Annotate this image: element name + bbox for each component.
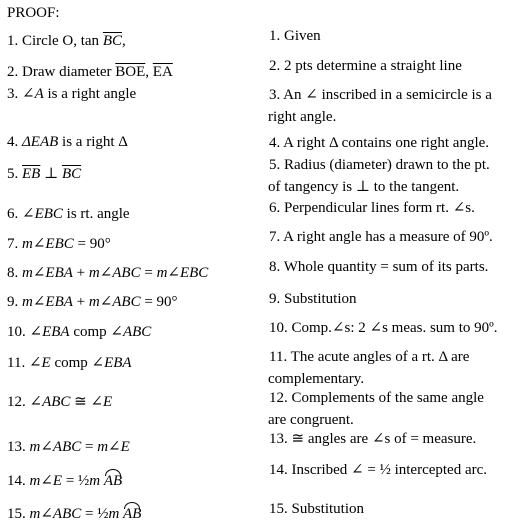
statement-text: ΔEAB xyxy=(22,134,59,150)
statement-text: is rt. angle xyxy=(62,206,130,222)
segment-notation: $\overline{EB}$ xyxy=(22,166,41,182)
statement-number: 15. xyxy=(7,506,26,522)
statement-number: 7. xyxy=(7,236,19,252)
statement-text: m∠ABC xyxy=(88,294,141,310)
statement-text: + xyxy=(72,294,89,310)
statement-1 xyxy=(7,32,126,50)
proof-heading: PROOF: xyxy=(7,5,60,21)
statement-text: , xyxy=(145,64,153,80)
reason-3-line-2: right angle. xyxy=(268,109,337,125)
statement-2 xyxy=(7,63,173,81)
statement-text: = xyxy=(81,439,98,455)
statement-text: m∠E xyxy=(29,473,63,489)
statement-text: ⊥ xyxy=(40,166,62,182)
statement-text: = ½ xyxy=(81,506,109,522)
statement-text: m∠ABC xyxy=(29,506,82,522)
statement-10 xyxy=(7,323,151,341)
statement-7 xyxy=(7,235,111,253)
reason-6: 6. Perpendicular lines form rt. ∠s. xyxy=(269,200,475,216)
arc-notation: AB xyxy=(123,506,142,522)
reason-11-line-2: complementary. xyxy=(268,371,365,387)
reason-13: 13. ≅ angles are ∠s of = measure. xyxy=(269,431,477,447)
statement-3 xyxy=(7,85,136,103)
reason-11: 11. The acute angles of a rt. Δ are xyxy=(269,349,470,365)
statement-text: m xyxy=(108,506,124,522)
statement-text: m∠EBC xyxy=(156,265,209,281)
statement-text: m∠ABC xyxy=(88,265,141,281)
reason-15: 15. Substitution xyxy=(269,501,365,517)
reason-4: 4. A right Δ contains one right angle. xyxy=(269,135,490,151)
statement-text: ∠EBA xyxy=(91,355,132,371)
statement-text: is a right Δ xyxy=(58,134,128,150)
statement-number: 13. xyxy=(7,439,26,455)
statement-5 xyxy=(7,165,81,183)
statement-text: = ½ xyxy=(62,473,90,489)
statement-text: = 90° xyxy=(140,294,178,310)
reason-5-line-2: of tangency is ⊥ to the tangent. xyxy=(268,179,460,195)
statement-13 xyxy=(7,438,130,456)
statement-11 xyxy=(7,354,132,372)
statement-8 xyxy=(7,264,208,282)
statement-number: 10. xyxy=(7,324,26,340)
reason-9: 9. Substitution xyxy=(269,291,357,307)
arc-notation: AB xyxy=(103,473,123,489)
statement-text: , xyxy=(121,33,126,49)
statement-number: 3. xyxy=(7,86,19,102)
reason-1: 1. Given xyxy=(269,28,321,44)
statement-text: ∠E xyxy=(28,355,51,371)
statement-12 xyxy=(7,393,112,411)
statement-text: = 90° xyxy=(73,236,111,252)
segment-notation: $\overline{BC}$ xyxy=(102,33,122,49)
reason-10: 10. Comp.∠s: 2 ∠s meas. sum to 90º. xyxy=(269,320,498,336)
statement-text: ∠E xyxy=(90,394,113,410)
statement-text: m∠ABC xyxy=(29,439,82,455)
statement-15 xyxy=(7,505,141,523)
statement-text: m∠E xyxy=(97,439,130,455)
statement-4 xyxy=(7,133,128,151)
statement-number: 6. xyxy=(7,206,19,222)
statement-9 xyxy=(7,293,178,311)
statement-text: = xyxy=(140,265,157,281)
statement-text: ≅ xyxy=(70,394,91,410)
statement-6 xyxy=(7,205,130,223)
statement-number: 5. xyxy=(7,166,19,182)
segment-notation: $\overline{EA}$ xyxy=(152,64,173,80)
reason-3: 3. An ∠ inscribed in a semicircle is a xyxy=(269,87,492,103)
reason-8: 8. Whole quantity = sum of its parts. xyxy=(269,259,489,275)
statement-text: Circle O, tan xyxy=(22,33,103,49)
statement-text: comp xyxy=(69,324,111,340)
reason-5: 5. Radius (diameter) drawn to the pt. xyxy=(269,157,490,173)
statement-number: 8. xyxy=(7,265,19,281)
reason-12: 12. Complements of the same angle xyxy=(269,390,484,406)
reason-7: 7. A right angle has a measure of 90º. xyxy=(269,229,493,245)
statement-number: 1. xyxy=(7,33,19,49)
segment-notation: $\overline{BC}$ xyxy=(61,166,82,182)
statement-text: ∠A xyxy=(22,86,44,102)
statement-text: Draw diameter xyxy=(22,64,116,80)
statement-text: + xyxy=(72,265,89,281)
statement-text: ∠EBA xyxy=(29,324,70,340)
statement-text: ∠EBC xyxy=(22,206,63,222)
reason-2: 2. 2 pts determine a straight line xyxy=(269,58,462,74)
statement-number: 4. xyxy=(7,134,19,150)
statement-number: 12. xyxy=(7,394,26,410)
statement-text: m∠EBA xyxy=(22,265,73,281)
reason-14: 14. Inscribed ∠ = ½ intercepted arc. xyxy=(269,462,488,478)
statement-text: m∠EBA xyxy=(22,294,73,310)
statement-text: ∠ABC xyxy=(110,324,152,340)
reason-12-line-2: are congruent. xyxy=(268,412,354,428)
statement-number: 2. xyxy=(7,64,19,80)
statement-text: m xyxy=(89,473,104,489)
statement-text: ∠ABC xyxy=(29,394,71,410)
statement-text: comp xyxy=(50,355,92,371)
statement-text: is a right angle xyxy=(43,86,137,102)
statement-text: m∠EBC xyxy=(22,236,74,252)
statement-number: 9. xyxy=(7,294,19,310)
statement-number: 11. xyxy=(7,355,26,371)
statement-14 xyxy=(7,472,122,490)
segment-notation: $\overline{BOE}$ xyxy=(115,64,146,80)
statement-number: 14. xyxy=(7,473,26,489)
